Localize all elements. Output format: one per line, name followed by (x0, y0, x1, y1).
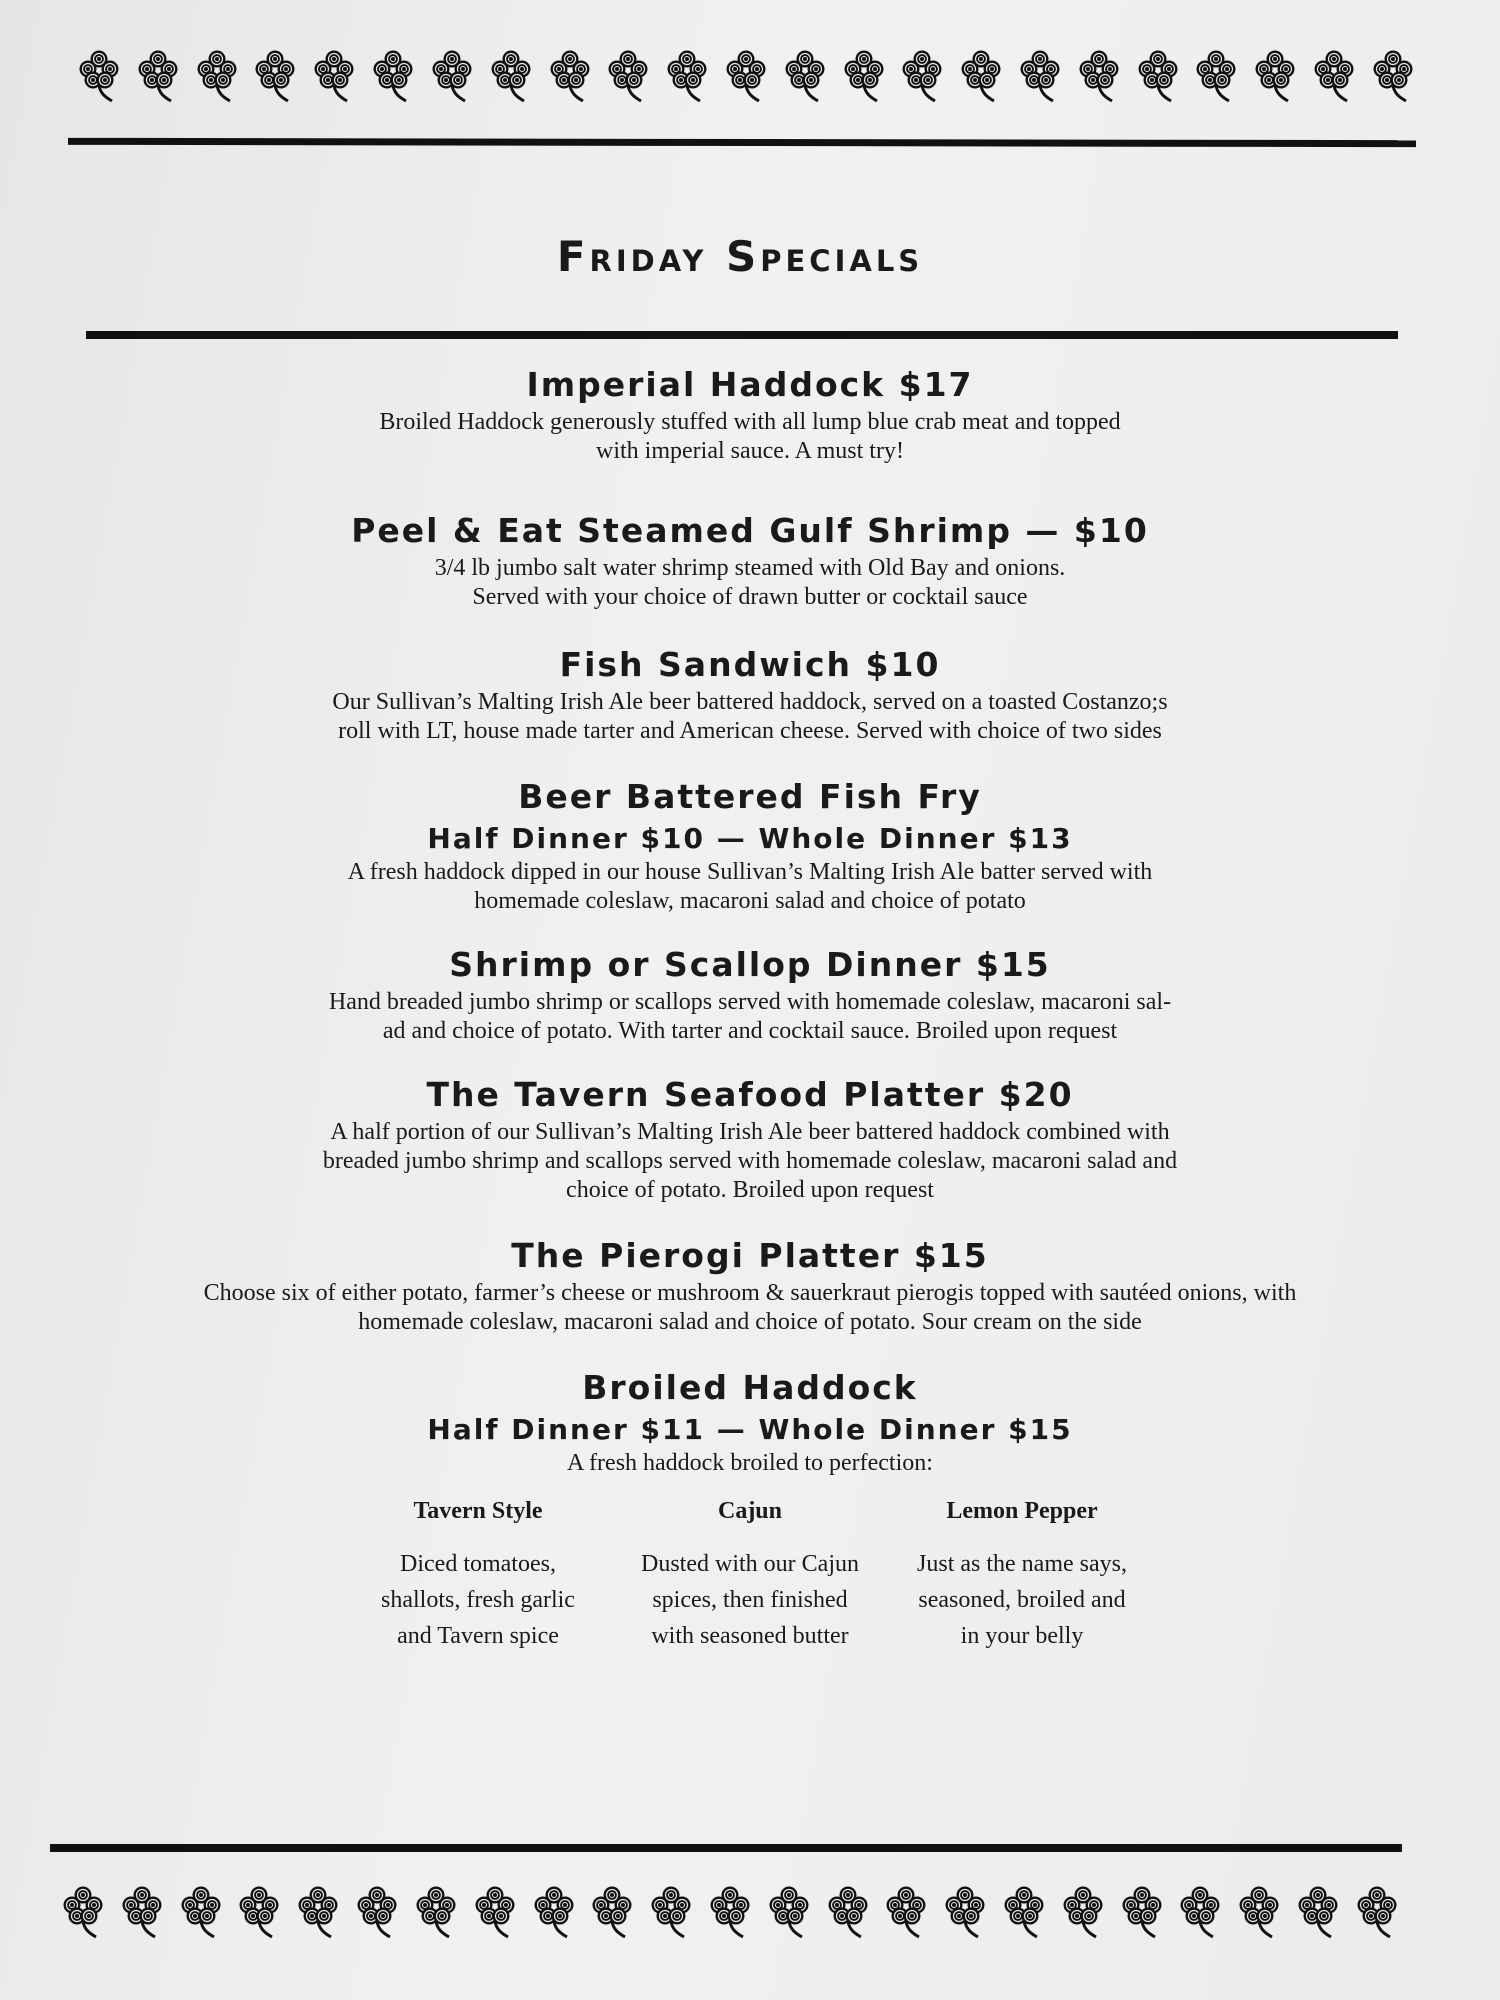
style-name: Tavern Style (413, 1498, 543, 1524)
menu-item-shrimp-scallop-dinner (80, 942, 1420, 1046)
menu-item-fish-sandwich (80, 642, 1420, 746)
shamrock-icon (1350, 1883, 1404, 1941)
shamrock-icon (644, 1883, 698, 1941)
item-description: A fresh haddock broiled to perfection: (567, 1450, 933, 1476)
shamrock-icon (1307, 47, 1361, 105)
shamrock-icon (527, 1883, 581, 1941)
shamrock-icon (1056, 1883, 1110, 1941)
menu-item-seafood-platter (80, 1072, 1420, 1205)
shamrock-icon (409, 1883, 463, 1941)
shamrock-icon (1291, 1883, 1345, 1941)
menu-item-imperial-haddock (80, 362, 1420, 466)
style-option-tavern (342, 1496, 614, 1654)
shamrock-icon (232, 1883, 286, 1941)
shamrock-icon (72, 47, 126, 105)
item-name: The Tavern Seafood Platter $20 (426, 1075, 1074, 1114)
style-option-cajun (614, 1496, 886, 1654)
menu-item-steamed-shrimp (80, 508, 1420, 612)
shamrock-icon (938, 1883, 992, 1941)
shamrock-icon (131, 47, 185, 105)
item-description: Hand breaded jumbo shrimp or scallops served with homemade coleslaw, macaroni sal- ad and choice of potato. With tarter and cocktail sauce. Broiled upon request (328, 989, 1172, 1044)
item-prices: Half Dinner $10 — Whole Dinner $13 (427, 822, 1073, 855)
shamrock-icon (719, 47, 773, 105)
item-description: A half portion of our Sullivan’s Malting Irish Ale beer battered haddock combined with breaded jumbo shrimp and scallops served with homemade coleslaw, macaroni salad and choice of potato. Broiled upon request (322, 1119, 1178, 1203)
shamrock-icon (1115, 1883, 1169, 1941)
menu-item-fish-fry (80, 774, 1420, 916)
shamrock-icon (350, 1883, 404, 1941)
shamrock-icon (1248, 47, 1302, 105)
shamrock-icon (1366, 47, 1420, 105)
shamrock-icon (366, 47, 420, 105)
shamrock-icon (248, 47, 302, 105)
shamrock-icon (821, 1883, 875, 1941)
item-name: Broiled Haddock (582, 1368, 918, 1407)
menu-item-pierogi-platter (80, 1233, 1420, 1337)
item-name: Peel & Eat Steamed Gulf Shrimp — $10 (351, 511, 1149, 550)
shamrock-icon (190, 47, 244, 105)
shamrock-icon (1072, 47, 1126, 105)
style-description: Diced tomatoes, shallots, fresh garlic and Tavern spice (381, 1551, 575, 1649)
haddock-style-options (80, 1496, 1420, 1654)
style-name: Lemon Pepper (946, 1498, 1098, 1524)
item-description: Choose six of either potato, farmer’s cheese or mushroom & sauerkraut pierogis topped with sautéed onions, with homemade coleslaw, macaroni salad and choice of potato. Sour cream on the side (203, 1280, 1297, 1335)
item-description: Broiled Haddock generously stuffed with all lump blue crab meat and topped with imperial sauce. A must try! (379, 409, 1121, 464)
shamrock-icon (1189, 47, 1243, 105)
shamrock-border-top (72, 44, 1420, 108)
style-description: Just as the name says, seasoned, broiled and in your belly (917, 1551, 1127, 1649)
shamrock-icon (56, 1883, 110, 1941)
shamrock-icon (1131, 47, 1185, 105)
shamrock-icon (837, 47, 891, 105)
shamrock-icon (484, 47, 538, 105)
shamrock-icon (468, 1883, 522, 1941)
shamrock-icon (307, 47, 361, 105)
shamrock-icon (174, 1883, 228, 1941)
shamrock-icon (703, 1883, 757, 1941)
shamrock-icon (601, 47, 655, 105)
shamrock-icon (778, 47, 832, 105)
divider-under-title (86, 331, 1398, 339)
style-description: Dusted with our Cajun spices, then finished with seasoned butter (641, 1551, 859, 1649)
shamrock-icon (997, 1883, 1051, 1941)
item-description: Our Sullivan’s Malting Irish Ale beer battered haddock, served on a toasted Costanzo;s roll with LT, house made tarter and American cheese. Served with choice of two sides (332, 689, 1168, 744)
style-option-lemon-pepper (886, 1496, 1158, 1654)
shamrock-icon (879, 1883, 933, 1941)
item-name: The Pierogi Platter $15 (511, 1236, 989, 1275)
shamrock-icon (762, 1883, 816, 1941)
shamrock-icon (954, 47, 1008, 105)
shamrock-icon (115, 1883, 169, 1941)
item-description: A fresh haddock dipped in our house Sullivan’s Malting Irish Ale batter served with homemade coleslaw, macaroni salad and choice of potato (347, 859, 1153, 914)
shamrock-icon (543, 47, 597, 105)
item-name: Fish Sandwich $10 (559, 645, 941, 684)
shamrock-icon (1173, 1883, 1227, 1941)
item-description: 3/4 lb jumbo salt water shrimp steamed with Old Bay and onions. Served with your choice of drawn butter or cocktail sauce (434, 555, 1066, 610)
specials-list (80, 362, 1420, 1654)
divider-bottom (50, 1844, 1402, 1852)
shamrock-icon (425, 47, 479, 105)
shamrock-icon (895, 47, 949, 105)
shamrock-icon (585, 1883, 639, 1941)
item-name: Beer Battered Fish Fry (518, 777, 982, 816)
menu-title: Friday Specials (556, 232, 924, 281)
divider-top (68, 138, 1416, 147)
menu-item-broiled-haddock (80, 1365, 1420, 1654)
shamrock-icon (660, 47, 714, 105)
style-name: Cajun (717, 1498, 783, 1524)
item-name: Shrimp or Scallop Dinner $15 (449, 945, 1051, 984)
shamrock-icon (291, 1883, 345, 1941)
shamrock-border-bottom (56, 1880, 1404, 1944)
item-prices: Half Dinner $11 — Whole Dinner $15 (427, 1413, 1073, 1446)
shamrock-icon (1013, 47, 1067, 105)
shamrock-icon (1232, 1883, 1286, 1941)
item-name: Imperial Haddock $17 (526, 365, 974, 404)
